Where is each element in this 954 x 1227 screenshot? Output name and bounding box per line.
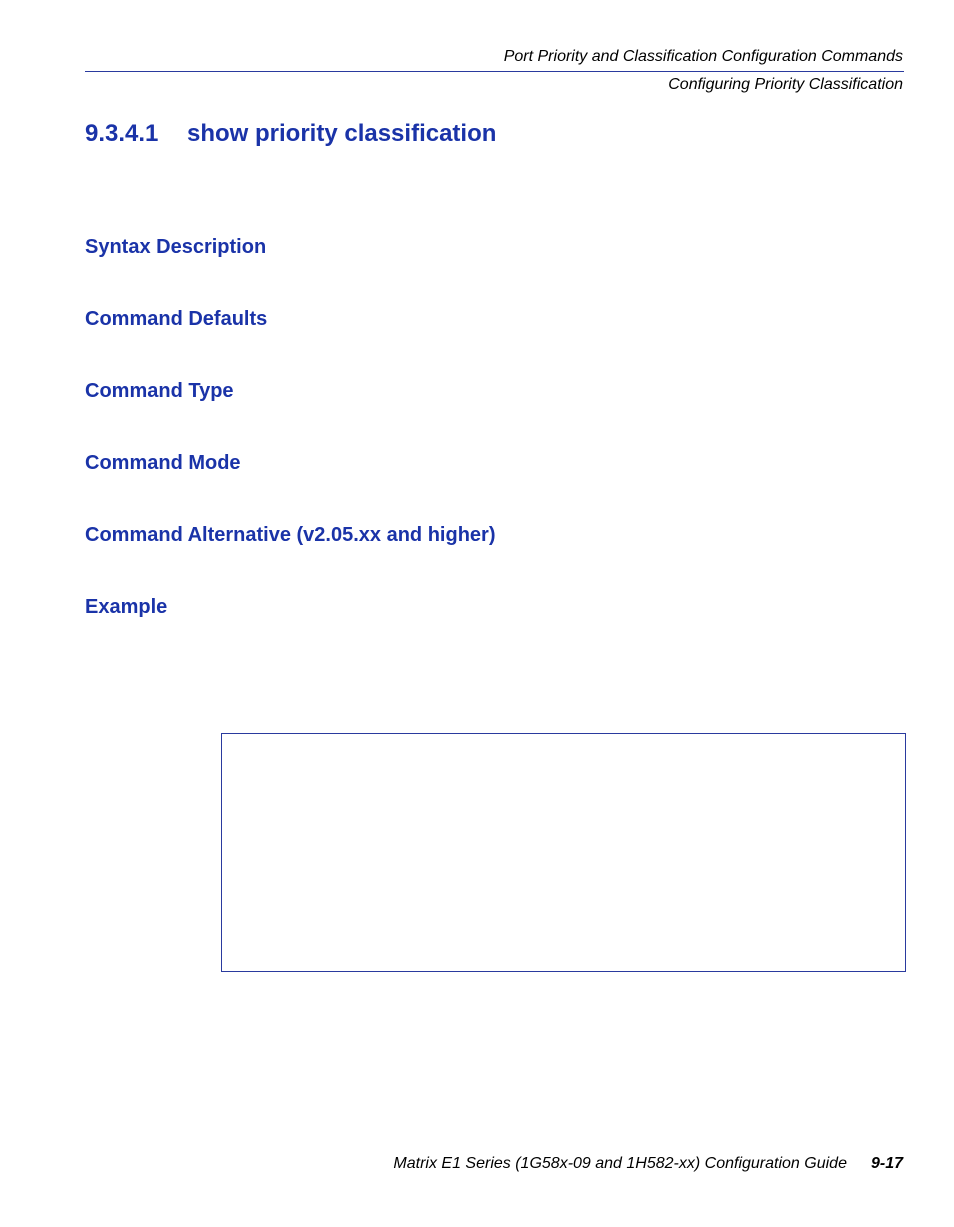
running-header-section: Configuring Priority Classification: [668, 76, 903, 93]
subheading-command-mode: Command Mode: [85, 452, 241, 474]
section-title-text: show priority classification: [187, 120, 497, 147]
subheading-command-alternative: Command Alternative (v2.05.xx and higher): [85, 524, 496, 546]
subheading-example: Example: [85, 596, 168, 618]
header-rule: [85, 71, 904, 72]
example-output-box: [221, 733, 906, 972]
subheading-command-type: Command Type: [85, 380, 234, 402]
page-footer: [393, 1155, 903, 1173]
running-header-chapter: Port Priority and Classification Configuration Commands: [503, 48, 903, 65]
subheading-command-defaults: Command Defaults: [85, 308, 268, 330]
footer-page-number: 9-17: [870, 1155, 903, 1172]
section-title: [85, 120, 496, 148]
subheading-syntax-description: Syntax Description: [85, 236, 267, 258]
section-number: 9.3.4.1: [85, 120, 159, 147]
footer-guide-title: Matrix E1 Series (1G58x-09 and 1H582-xx) Configuration Guide: [393, 1155, 847, 1172]
